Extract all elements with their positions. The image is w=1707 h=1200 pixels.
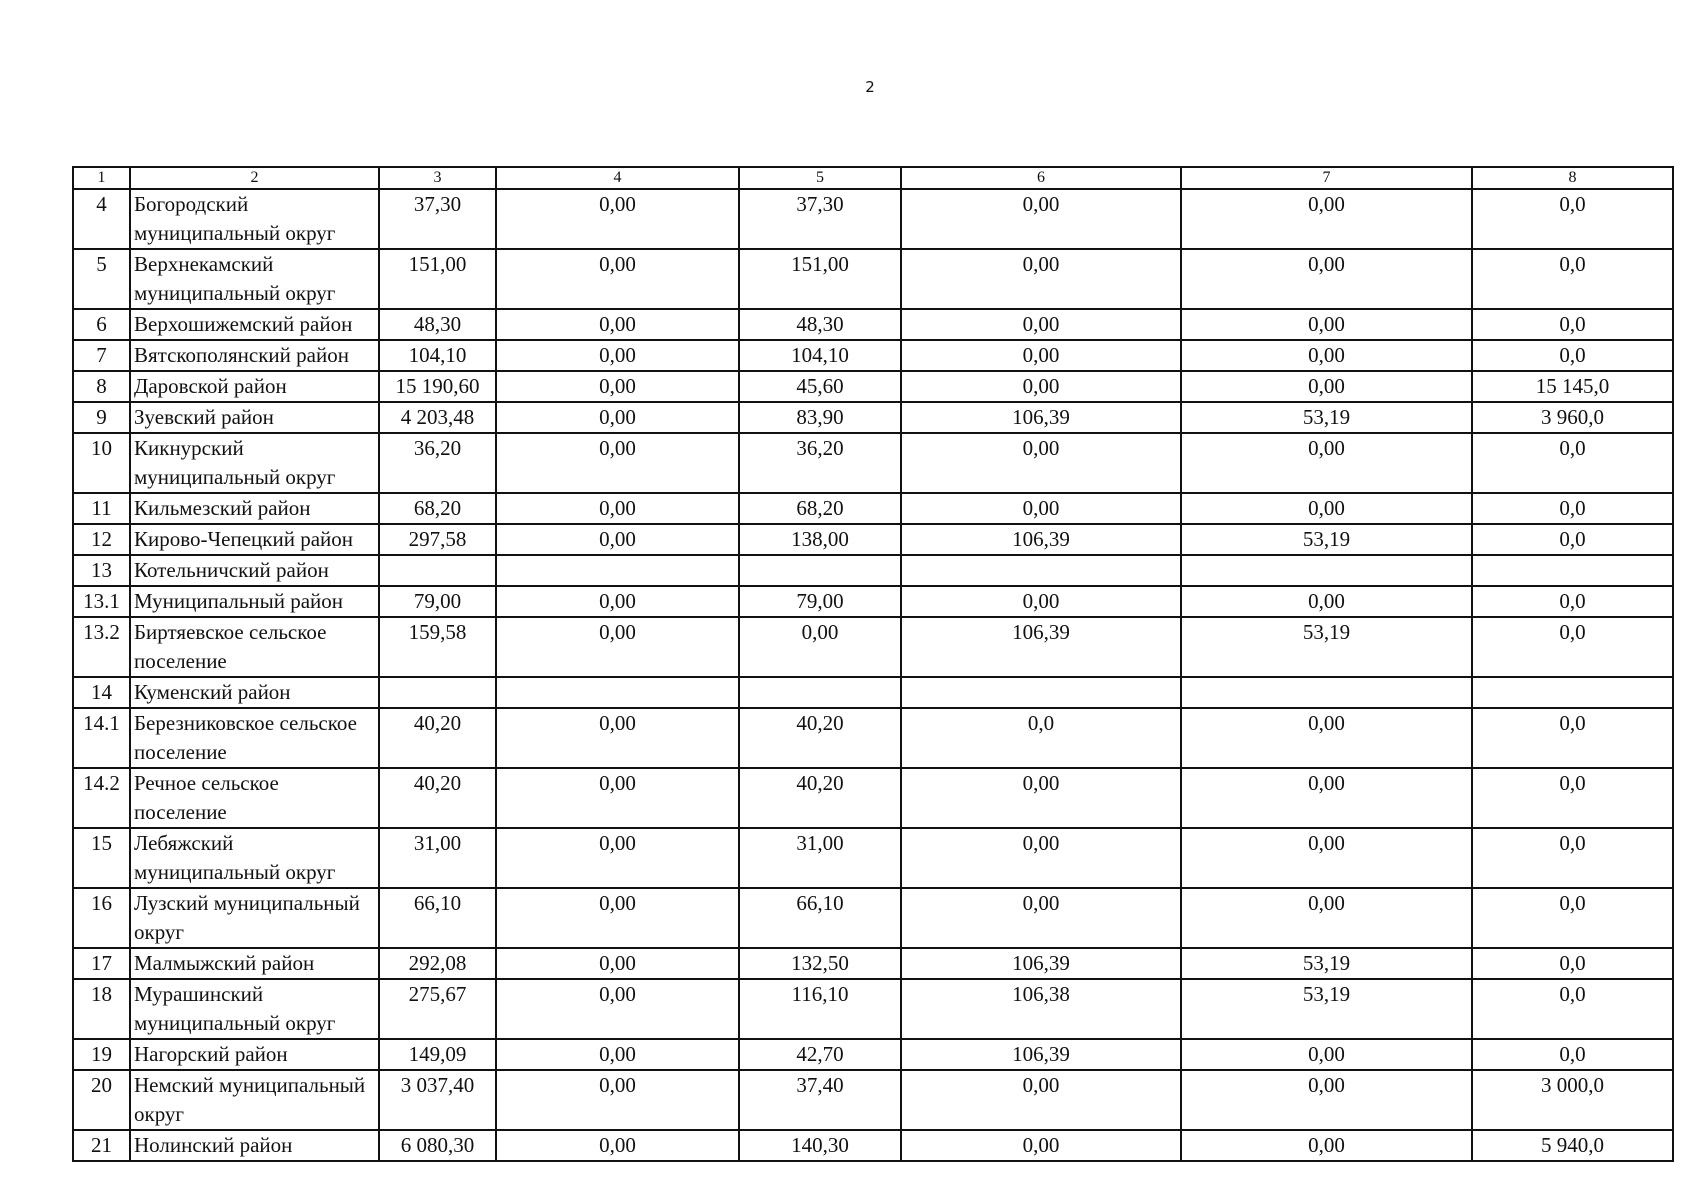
value-cell: 31,00 xyxy=(379,828,496,888)
value-cell: 0,00 xyxy=(496,1070,739,1130)
value-cell: 106,39 xyxy=(901,1039,1181,1070)
value-cell: 3 037,40 xyxy=(379,1070,496,1130)
table-row xyxy=(73,979,1673,1039)
municipality-name-cell: Богородский муниципальный округ xyxy=(130,189,379,249)
value-cell: 275,67 xyxy=(379,979,496,1039)
row-index-cell: 5 xyxy=(73,249,130,309)
value-cell: 0,00 xyxy=(1181,371,1472,402)
municipality-name-cell: Нагорский район xyxy=(130,1039,379,1070)
row-index-cell: 13 xyxy=(73,555,130,586)
municipality-name-cell: Кирово-Чепецкий район xyxy=(130,524,379,555)
table-row xyxy=(73,617,1673,677)
value-cell: 0,0 xyxy=(1472,979,1673,1039)
value-cell: 79,00 xyxy=(379,586,496,617)
row-index-cell: 9 xyxy=(73,402,130,433)
municipality-name-cell: Котельничский район xyxy=(130,555,379,586)
value-cell xyxy=(901,555,1181,586)
row-index-cell: 7 xyxy=(73,340,130,371)
value-cell: 0,00 xyxy=(1181,309,1472,340)
value-cell: 0,00 xyxy=(496,979,739,1039)
value-cell: 0,0 xyxy=(1472,948,1673,979)
row-index-cell: 21 xyxy=(73,1130,130,1161)
table-row xyxy=(73,586,1673,617)
value-cell: 0,0 xyxy=(1472,189,1673,249)
value-cell: 48,30 xyxy=(379,309,496,340)
value-cell: 140,30 xyxy=(739,1130,901,1161)
value-cell: 40,20 xyxy=(739,708,901,768)
value-cell: 0,00 xyxy=(496,493,739,524)
value-cell: 0,00 xyxy=(901,309,1181,340)
value-cell: 116,10 xyxy=(739,979,901,1039)
value-cell: 0,00 xyxy=(901,888,1181,948)
value-cell: 4 203,48 xyxy=(379,402,496,433)
value-cell: 15 145,0 xyxy=(1472,371,1673,402)
municipality-name-cell: Лебяжский муниципальный округ xyxy=(130,828,379,888)
value-cell: 106,39 xyxy=(901,948,1181,979)
row-index-cell: 6 xyxy=(73,309,130,340)
municipality-name-cell: Биртяевское сельское поселение xyxy=(130,617,379,677)
value-cell: 0,00 xyxy=(1181,493,1472,524)
value-cell: 106,39 xyxy=(901,617,1181,677)
row-index-cell: 20 xyxy=(73,1070,130,1130)
municipality-name-cell: Речное сельское поселение xyxy=(130,768,379,828)
municipality-name-cell: Кильмезский район xyxy=(130,493,379,524)
value-cell xyxy=(1472,677,1673,708)
value-cell: 106,38 xyxy=(901,979,1181,1039)
value-cell xyxy=(1472,555,1673,586)
value-cell: 6 080,30 xyxy=(379,1130,496,1161)
value-cell: 0,00 xyxy=(496,249,739,309)
value-cell: 36,20 xyxy=(739,433,901,493)
value-cell: 0,00 xyxy=(1181,768,1472,828)
value-cell: 132,50 xyxy=(739,948,901,979)
value-cell xyxy=(1181,677,1472,708)
value-cell: 0,00 xyxy=(496,402,739,433)
column-number-row xyxy=(73,167,1673,189)
municipality-name-cell: Вятскополянский район xyxy=(130,340,379,371)
value-cell: 0,0 xyxy=(1472,1039,1673,1070)
value-cell: 151,00 xyxy=(739,249,901,309)
value-cell: 138,00 xyxy=(739,524,901,555)
municipality-name-cell: Куменский район xyxy=(130,677,379,708)
value-cell: 0,00 xyxy=(739,617,901,677)
value-cell: 0,00 xyxy=(1181,828,1472,888)
value-cell: 0,00 xyxy=(496,948,739,979)
value-cell xyxy=(379,677,496,708)
value-cell: 0,00 xyxy=(496,768,739,828)
value-cell: 0,00 xyxy=(901,586,1181,617)
table-row xyxy=(73,1039,1673,1070)
value-cell: 3 000,0 xyxy=(1472,1070,1673,1130)
value-cell: 53,19 xyxy=(1181,948,1472,979)
value-cell: 0,0 xyxy=(1472,309,1673,340)
value-cell: 0,00 xyxy=(901,433,1181,493)
value-cell: 0,0 xyxy=(901,708,1181,768)
value-cell: 0,00 xyxy=(1181,1130,1472,1161)
value-cell: 0,00 xyxy=(1181,708,1472,768)
municipality-name-cell: Немский муниципальный округ xyxy=(130,1070,379,1130)
table-row xyxy=(73,402,1673,433)
value-cell: 37,30 xyxy=(739,189,901,249)
table-body xyxy=(73,189,1673,1161)
row-index-cell: 13.2 xyxy=(73,617,130,677)
municipality-name-cell: Муниципальный район xyxy=(130,586,379,617)
value-cell: 151,00 xyxy=(379,249,496,309)
row-index-cell: 8 xyxy=(73,371,130,402)
value-cell: 0,0 xyxy=(1472,768,1673,828)
page-number: 2 xyxy=(865,78,875,96)
value-cell xyxy=(901,677,1181,708)
value-cell: 0,00 xyxy=(496,586,739,617)
value-cell: 66,10 xyxy=(739,888,901,948)
value-cell: 0,00 xyxy=(496,708,739,768)
value-cell: 0,0 xyxy=(1472,524,1673,555)
value-cell: 0,00 xyxy=(496,888,739,948)
value-cell xyxy=(739,677,901,708)
row-index-cell: 15 xyxy=(73,828,130,888)
value-cell: 297,58 xyxy=(379,524,496,555)
municipality-name-cell: Даровской район xyxy=(130,371,379,402)
header-cell: 7 xyxy=(1181,167,1472,189)
value-cell: 36,20 xyxy=(379,433,496,493)
table-row xyxy=(73,371,1673,402)
value-cell: 0,00 xyxy=(901,768,1181,828)
value-cell: 0,0 xyxy=(1472,340,1673,371)
value-cell: 104,10 xyxy=(739,340,901,371)
value-cell: 40,20 xyxy=(379,708,496,768)
header-cell: 1 xyxy=(73,167,130,189)
data-table xyxy=(72,166,1674,1162)
value-cell: 0,00 xyxy=(496,1130,739,1161)
value-cell: 0,0 xyxy=(1472,493,1673,524)
value-cell: 292,08 xyxy=(379,948,496,979)
value-cell: 0,00 xyxy=(496,524,739,555)
header-cell: 8 xyxy=(1472,167,1673,189)
value-cell xyxy=(739,555,901,586)
value-cell: 0,00 xyxy=(1181,433,1472,493)
row-index-cell: 19 xyxy=(73,1039,130,1070)
table-row xyxy=(73,768,1673,828)
value-cell: 159,58 xyxy=(379,617,496,677)
value-cell: 3 960,0 xyxy=(1472,402,1673,433)
value-cell: 0,00 xyxy=(496,617,739,677)
value-cell xyxy=(496,555,739,586)
value-cell: 0,00 xyxy=(1181,888,1472,948)
table-row xyxy=(73,189,1673,249)
municipality-name-cell: Верхошижемский район xyxy=(130,309,379,340)
value-cell: 0,00 xyxy=(496,828,739,888)
row-index-cell: 18 xyxy=(73,979,130,1039)
table-row xyxy=(73,249,1673,309)
value-cell: 0,0 xyxy=(1472,617,1673,677)
value-cell: 53,19 xyxy=(1181,524,1472,555)
header-cell: 6 xyxy=(901,167,1181,189)
row-index-cell: 10 xyxy=(73,433,130,493)
row-index-cell: 14.2 xyxy=(73,768,130,828)
table-row xyxy=(73,555,1673,586)
value-cell: 0,00 xyxy=(1181,1070,1472,1130)
value-cell: 0,00 xyxy=(496,1039,739,1070)
table-row xyxy=(73,493,1673,524)
value-cell: 0,00 xyxy=(901,1130,1181,1161)
row-index-cell: 4 xyxy=(73,189,130,249)
municipality-name-cell: Лузский муниципальный округ xyxy=(130,888,379,948)
value-cell: 0,0 xyxy=(1472,433,1673,493)
table-row xyxy=(73,828,1673,888)
value-cell: 0,00 xyxy=(901,371,1181,402)
value-cell: 66,10 xyxy=(379,888,496,948)
value-cell xyxy=(496,677,739,708)
value-cell: 0,0 xyxy=(1472,586,1673,617)
value-cell: 0,00 xyxy=(496,340,739,371)
table-row xyxy=(73,309,1673,340)
row-index-cell: 13.1 xyxy=(73,586,130,617)
value-cell: 68,20 xyxy=(739,493,901,524)
table-row xyxy=(73,1130,1673,1161)
table-row xyxy=(73,1070,1673,1130)
value-cell: 5 940,0 xyxy=(1472,1130,1673,1161)
value-cell: 53,19 xyxy=(1181,617,1472,677)
value-cell: 0,0 xyxy=(1472,888,1673,948)
value-cell: 104,10 xyxy=(379,340,496,371)
value-cell: 0,00 xyxy=(1181,586,1472,617)
table-row xyxy=(73,524,1673,555)
municipality-name-cell: Малмыжский район xyxy=(130,948,379,979)
value-cell: 31,00 xyxy=(739,828,901,888)
row-index-cell: 11 xyxy=(73,493,130,524)
header-cell: 3 xyxy=(379,167,496,189)
header-cell: 4 xyxy=(496,167,739,189)
value-cell: 42,70 xyxy=(739,1039,901,1070)
table-row xyxy=(73,948,1673,979)
value-cell: 0,00 xyxy=(1181,249,1472,309)
municipality-name-cell: Кикнурский муниципальный округ xyxy=(130,433,379,493)
municipality-name-cell: Верхнекамский муниципальный округ xyxy=(130,249,379,309)
row-index-cell: 17 xyxy=(73,948,130,979)
value-cell: 0,00 xyxy=(1181,1039,1472,1070)
value-cell: 0,00 xyxy=(1181,189,1472,249)
value-cell: 37,40 xyxy=(739,1070,901,1130)
value-cell: 53,19 xyxy=(1181,979,1472,1039)
value-cell: 106,39 xyxy=(901,524,1181,555)
municipality-name-cell: Нолинский район xyxy=(130,1130,379,1161)
table-row xyxy=(73,433,1673,493)
table-row xyxy=(73,708,1673,768)
value-cell xyxy=(1181,555,1472,586)
value-cell: 0,00 xyxy=(496,189,739,249)
municipality-name-cell: Березниковское сельское поселение xyxy=(130,708,379,768)
value-cell: 45,60 xyxy=(739,371,901,402)
value-cell: 83,90 xyxy=(739,402,901,433)
value-cell: 0,00 xyxy=(496,371,739,402)
header-cell: 5 xyxy=(739,167,901,189)
value-cell: 0,00 xyxy=(1181,340,1472,371)
value-cell: 68,20 xyxy=(379,493,496,524)
value-cell: 149,09 xyxy=(379,1039,496,1070)
value-cell: 53,19 xyxy=(1181,402,1472,433)
municipality-name-cell: Зуевский район xyxy=(130,402,379,433)
table-row xyxy=(73,340,1673,371)
value-cell: 0,00 xyxy=(496,309,739,340)
value-cell: 40,20 xyxy=(379,768,496,828)
table-row xyxy=(73,677,1673,708)
table-row xyxy=(73,888,1673,948)
value-cell: 48,30 xyxy=(739,309,901,340)
value-cell: 106,39 xyxy=(901,402,1181,433)
header-cell: 2 xyxy=(130,167,379,189)
value-cell: 0,00 xyxy=(901,189,1181,249)
value-cell: 0,00 xyxy=(901,1070,1181,1130)
row-index-cell: 12 xyxy=(73,524,130,555)
row-index-cell: 14 xyxy=(73,677,130,708)
value-cell: 0,00 xyxy=(901,340,1181,371)
value-cell: 0,00 xyxy=(901,249,1181,309)
value-cell: 37,30 xyxy=(379,189,496,249)
value-cell: 0,0 xyxy=(1472,828,1673,888)
value-cell: 40,20 xyxy=(739,768,901,828)
row-index-cell: 14.1 xyxy=(73,708,130,768)
value-cell: 0,0 xyxy=(1472,249,1673,309)
value-cell: 0,0 xyxy=(1472,708,1673,768)
value-cell: 15 190,60 xyxy=(379,371,496,402)
value-cell xyxy=(379,555,496,586)
value-cell: 0,00 xyxy=(496,433,739,493)
municipality-name-cell: Мурашинский муниципальный округ xyxy=(130,979,379,1039)
row-index-cell: 16 xyxy=(73,888,130,948)
value-cell: 79,00 xyxy=(739,586,901,617)
value-cell: 0,00 xyxy=(901,828,1181,888)
value-cell: 0,00 xyxy=(901,493,1181,524)
